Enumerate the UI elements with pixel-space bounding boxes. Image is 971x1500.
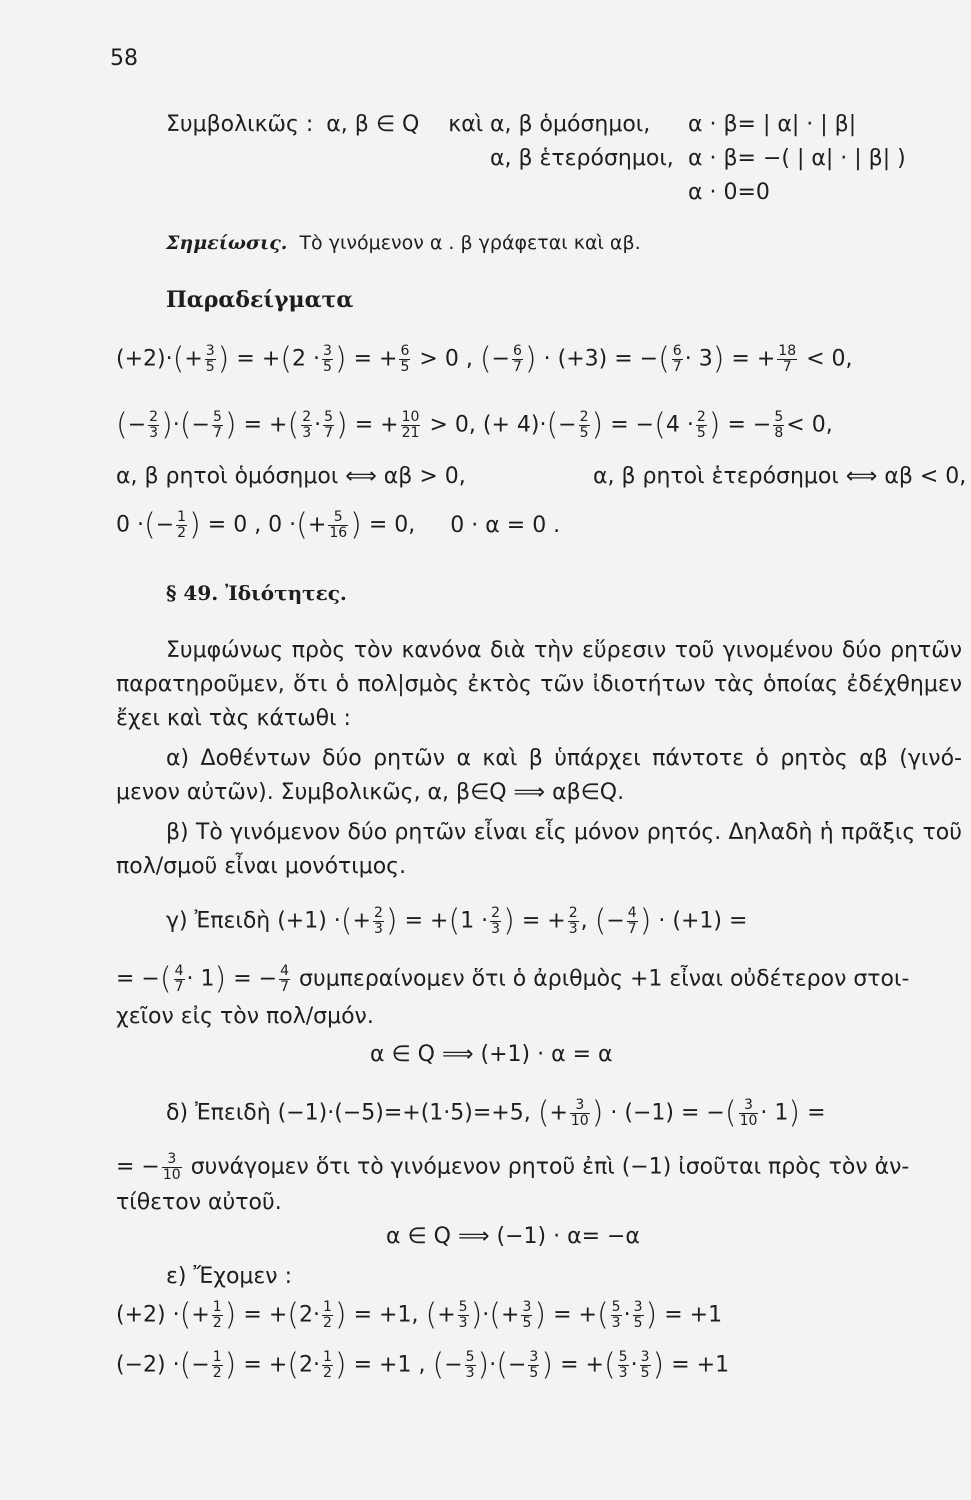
case-opposite-sign: α, β ἑτερόσημοι,	[490, 146, 674, 171]
ex1-sign: +	[184, 346, 203, 372]
fraction: $\frac{10}{21}$	[401, 409, 420, 441]
ex1-lt: < 0,	[806, 346, 853, 372]
property-delta-formula: α ∈ Q ⟹ (−1) · α= −α	[386, 1224, 640, 1249]
para-line: Συμφώνως πρὸς τὸν κανόνα διὰ τὴν εὕρεσιν τοῦ γινομένου δύο ρητῶν	[166, 638, 962, 663]
example-line-2: (− $\frac{2}{3}$ )·(− $\frac{5}{7}$ ) = +( $\frac{2}{3}$ · $\frac{5}{7}$ ) = + $\frac{10}{21}$ > 0, (+ 4)·(− $\frac{2}{5}$ ) = −(4 · $\frac{2}{5}$ ) = − $\frac{5}{8}$ < 0,	[116, 407, 833, 443]
fraction: $\frac{3}{10}$	[570, 1097, 589, 1129]
fraction: $\frac{3}{5}$	[529, 1349, 539, 1381]
epsilon-row-1: (+2) ·(+ $\frac{1}{2}$ ) = +(2· $\frac{1}{2}$ ) = +1, (+ $\frac{5}{3}$ )·(+ $\frac{3}{5}$ ) = +( $\frac{5}{3}$ · $\frac{3}{5}$ ) = +1	[116, 1297, 723, 1333]
fraction: $\frac{2}{3}$	[302, 409, 312, 441]
fraction: $\frac{3}{10}$	[739, 1097, 758, 1129]
fraction: $\frac{1}{2}$	[177, 509, 187, 541]
section-heading: § 49. Ἰδιότητες.	[166, 581, 347, 605]
fraction: $\frac{5}{3}$	[458, 1299, 468, 1331]
fraction: $\frac{2}{5}$	[579, 409, 589, 441]
page-number: 58	[110, 46, 138, 71]
fraction: $\frac{1}{2}$	[212, 1299, 222, 1331]
result-same-sign: α · β= | α| · | β|	[688, 112, 857, 137]
result-zero: α · 0=0	[688, 180, 770, 205]
ex1-term: (+2)·	[116, 346, 173, 372]
fraction: $\frac{2}{3}$	[568, 905, 578, 937]
ex1-eq: = +	[236, 346, 281, 372]
fraction: $\frac{6}{5}$	[400, 343, 410, 375]
property-delta-line: δ) Ἐπειδὴ (−1)·(−5)=+(1·5)=+5, (+ $\frac{3}{10}$ ) · (−1) = −( $\frac{3}{10}$ · 1) =	[166, 1095, 826, 1131]
result-opposite-sign: α · β= −( | α| · | β| )	[688, 146, 906, 171]
fraction: $\frac{6}{7}$	[512, 343, 522, 375]
property-gamma-formula: α ∈ Q ⟹ (+1) · α = α	[370, 1042, 613, 1067]
fraction: $\frac{1}{2}$	[322, 1349, 332, 1381]
fraction: $\frac{6}{7}$	[672, 343, 682, 375]
fraction: $\frac{3}{5}$	[640, 1349, 650, 1381]
symbolic-title: Συμβολικῶς :	[166, 112, 314, 137]
ex1-eq: = +	[731, 346, 776, 372]
ex1-mult: · (+3) = −	[543, 346, 659, 372]
rule-same-sign: α, β ρητοὶ ὁμόσημοι ⟺ αβ > 0,	[116, 464, 466, 489]
fraction: $\frac{2}{5}$	[696, 409, 706, 441]
fraction: $\frac{5}{7}$	[212, 409, 222, 441]
fraction: $\frac{3}{5}$	[205, 343, 215, 375]
epsilon-row-2: (−2) ·(− $\frac{1}{2}$ ) = +(2· $\frac{1}{2}$ ) = +1 , (− $\frac{5}{3}$ )·(− $\frac{3}{5}$ ) = +( $\frac{5}{3}$ · $\frac{3}{5}$ ) = +1	[116, 1347, 730, 1383]
fraction: $\frac{5}{3}$	[465, 1349, 475, 1381]
fraction: $\frac{2}{3}$	[373, 905, 383, 937]
ex1-sign: −	[491, 346, 510, 372]
fraction: $\frac{3}{10}$	[162, 1151, 181, 1183]
note	[166, 228, 641, 258]
property-delta-line: τίθετον αὐτοῦ.	[116, 1190, 282, 1215]
fraction: $\frac{4}{7}$	[280, 963, 290, 995]
fraction: $\frac{5}{3}$	[611, 1299, 621, 1331]
property-beta-line: πολ/σμοῦ εἶναι μονότιμος.	[116, 854, 407, 879]
ex1-mult: 2 ·	[291, 346, 320, 372]
fraction: $\frac{3}{5}$	[322, 343, 332, 375]
fraction: $\frac{4}{7}$	[627, 905, 637, 937]
example-line-1: (+2)·(+ $\frac{3}{5}$ ) = +(2 · $\frac{3}{5}$ ) = + $\frac{6}{5}$ > 0 , (− $\frac{6}{7}$ ) · (+3) = −( $\frac{6}{7}$ · 3) = + $\frac{18}{7}$ < 0,	[116, 341, 853, 377]
fraction: $\frac{2}{3}$	[149, 409, 159, 441]
zero-products: 0 ·(− $\frac{1}{2}$ ) = 0 , 0 ·(+ $\frac{5}{16}$ ) = 0, 0 · α = 0 .	[116, 507, 561, 543]
fraction: $\frac{1}{2}$	[322, 1299, 332, 1331]
fraction: $\frac{5}{7}$	[324, 409, 334, 441]
note-text: Τὸ γινόμενον α . β γράφεται καὶ αβ.	[299, 232, 641, 254]
property-gamma-line: γ) Ἐπειδὴ (+1) ·(+ $\frac{2}{3}$ ) = +(1 · $\frac{2}{3}$ ) = + $\frac{2}{3}$ , (− $\frac{4}{7}$ ) · (+1) =	[166, 903, 748, 939]
property-delta-line: = − $\frac{3}{10}$ συνάγομεν ὅτι τὸ γινόμενον ρητοῦ ἐπὶ (−1) ἰσοῦται πρὸς τὸν ἀν-	[116, 1151, 910, 1183]
property-alpha-line: α) Δοθέντων δύο ρητῶν α καὶ β ὑπάρχει πάντοτε ὁ ρητὸς αβ (γινό-	[166, 746, 962, 771]
note-label: Σημείωσις.	[166, 232, 288, 254]
property-epsilon-label: ε) Ἔχομεν :	[166, 1264, 292, 1289]
ex1-gt: > 0 ,	[419, 346, 473, 372]
fraction: $\frac{18}{7}$	[778, 343, 797, 375]
rule-opposite-sign: α, β ρητοὶ ἑτερόσημοι ⟺ αβ < 0,	[593, 464, 967, 489]
fraction: $\frac{1}{2}$	[212, 1349, 222, 1381]
fraction: $\frac{5}{8}$	[774, 409, 784, 441]
fraction: $\frac{3}{5}$	[522, 1299, 532, 1331]
examples-title: Παραδείγματα	[166, 287, 354, 313]
symbolic-label	[166, 110, 483, 140]
fraction: $\frac{5}{16}$	[329, 509, 348, 541]
fraction: $\frac{2}{3}$	[491, 905, 501, 937]
property-alpha-line: μενον αὐτῶν). Συμβολικῶς, α, β∈Q ⟹ αβ∈Q.	[116, 780, 625, 805]
symbolic-set: α, β ∈ Q	[326, 112, 420, 137]
para-line: ἔχει καὶ τὰς κάτωθι :	[116, 706, 351, 731]
para-line: παρατηροῦμεν, ὅτι ὁ πολ|σμὸς ἐκτὸς τῶν ἰδιοτήτων τὰς ὁποίας ἐδέχθημεν	[116, 672, 962, 697]
property-gamma-line: χεῖον εἰς τὸν πολ/σμόν.	[116, 1004, 374, 1029]
case-same-sign: α, β ὁμόσημοι,	[490, 112, 651, 137]
ex1-eq: = +	[353, 346, 398, 372]
property-gamma-line: = −( $\frac{4}{7}$ · 1) = − $\frac{4}{7}$ συμπεραίνομεν ὅτι ὁ ἀριθμὸς +1 εἶναι οὐδέτερον στοι-	[116, 961, 910, 997]
ex1-mult: · 3	[684, 346, 713, 372]
fraction: $\frac{4}{7}$	[174, 963, 184, 995]
property-beta-line: β) Τὸ γινόμενον δύο ρητῶν εἶναι εἷς μόνον ρητός. Δηλαδὴ ἡ πρᾶξις τοῦ	[166, 820, 962, 845]
symbolic-kai: καὶ	[448, 112, 484, 137]
fraction: $\frac{5}{3}$	[618, 1349, 628, 1381]
fraction: $\frac{3}{5}$	[633, 1299, 643, 1331]
